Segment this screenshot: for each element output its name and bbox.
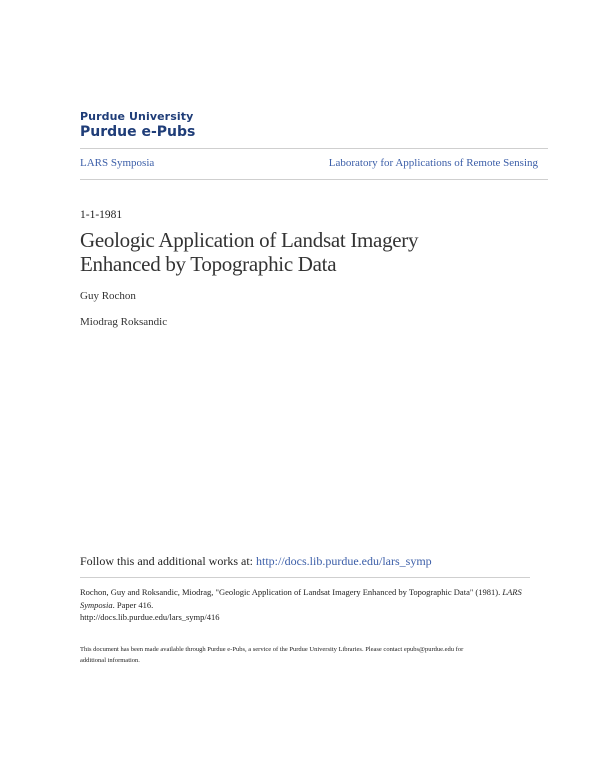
author-2: Miodrag Roksandic <box>80 316 168 328</box>
follow-line <box>80 554 432 569</box>
citation-journal-2: Symposia <box>80 599 113 610</box>
citation-divider <box>80 577 530 578</box>
document-title <box>80 228 510 276</box>
university-name: Purdue University <box>80 110 194 123</box>
repository-name: Purdue e-Pubs <box>80 124 196 140</box>
citation-paper: . Paper 416. <box>112 599 154 610</box>
citation-journal-1: LARS <box>502 587 522 597</box>
notice-line-1: This document has been made available through Purdue e-Pubs, a service of the Purdue University Libraries. Please contact epubs@purdue.edu for <box>80 646 464 653</box>
collection-link[interactable]: http://docs.lib.purdue.edu/lars_symp <box>256 554 432 568</box>
citation-text: Rochon, Guy and Roksandic, Miodrag, "Geologic Application of Landsat Imagery Enhanced by Topographic Data" (1981). <box>80 587 503 597</box>
citation-url[interactable]: http://docs.lib.purdue.edu/lars_symp/416 <box>80 612 220 622</box>
series-divider <box>80 179 548 180</box>
top-divider <box>80 148 548 149</box>
institution-header <box>80 110 195 140</box>
lars-lab-link[interactable]: Laboratory for Applications of Remote Sensing <box>328 157 538 169</box>
follow-prefix: Follow this and additional works at: <box>80 554 256 568</box>
lars-symposia-link[interactable]: LARS Symposia <box>80 157 155 169</box>
author-1: Guy Rochon <box>80 290 136 302</box>
availability-notice <box>80 645 520 666</box>
citation-block <box>80 586 530 624</box>
title-line-2: Enhanced by Topographic Data <box>80 252 337 276</box>
title-line-1: Geologic Application of Landsat Imagery <box>80 228 419 252</box>
notice-line-2: additional information. <box>80 656 140 664</box>
publication-date: 1-1-1981 <box>80 209 123 221</box>
